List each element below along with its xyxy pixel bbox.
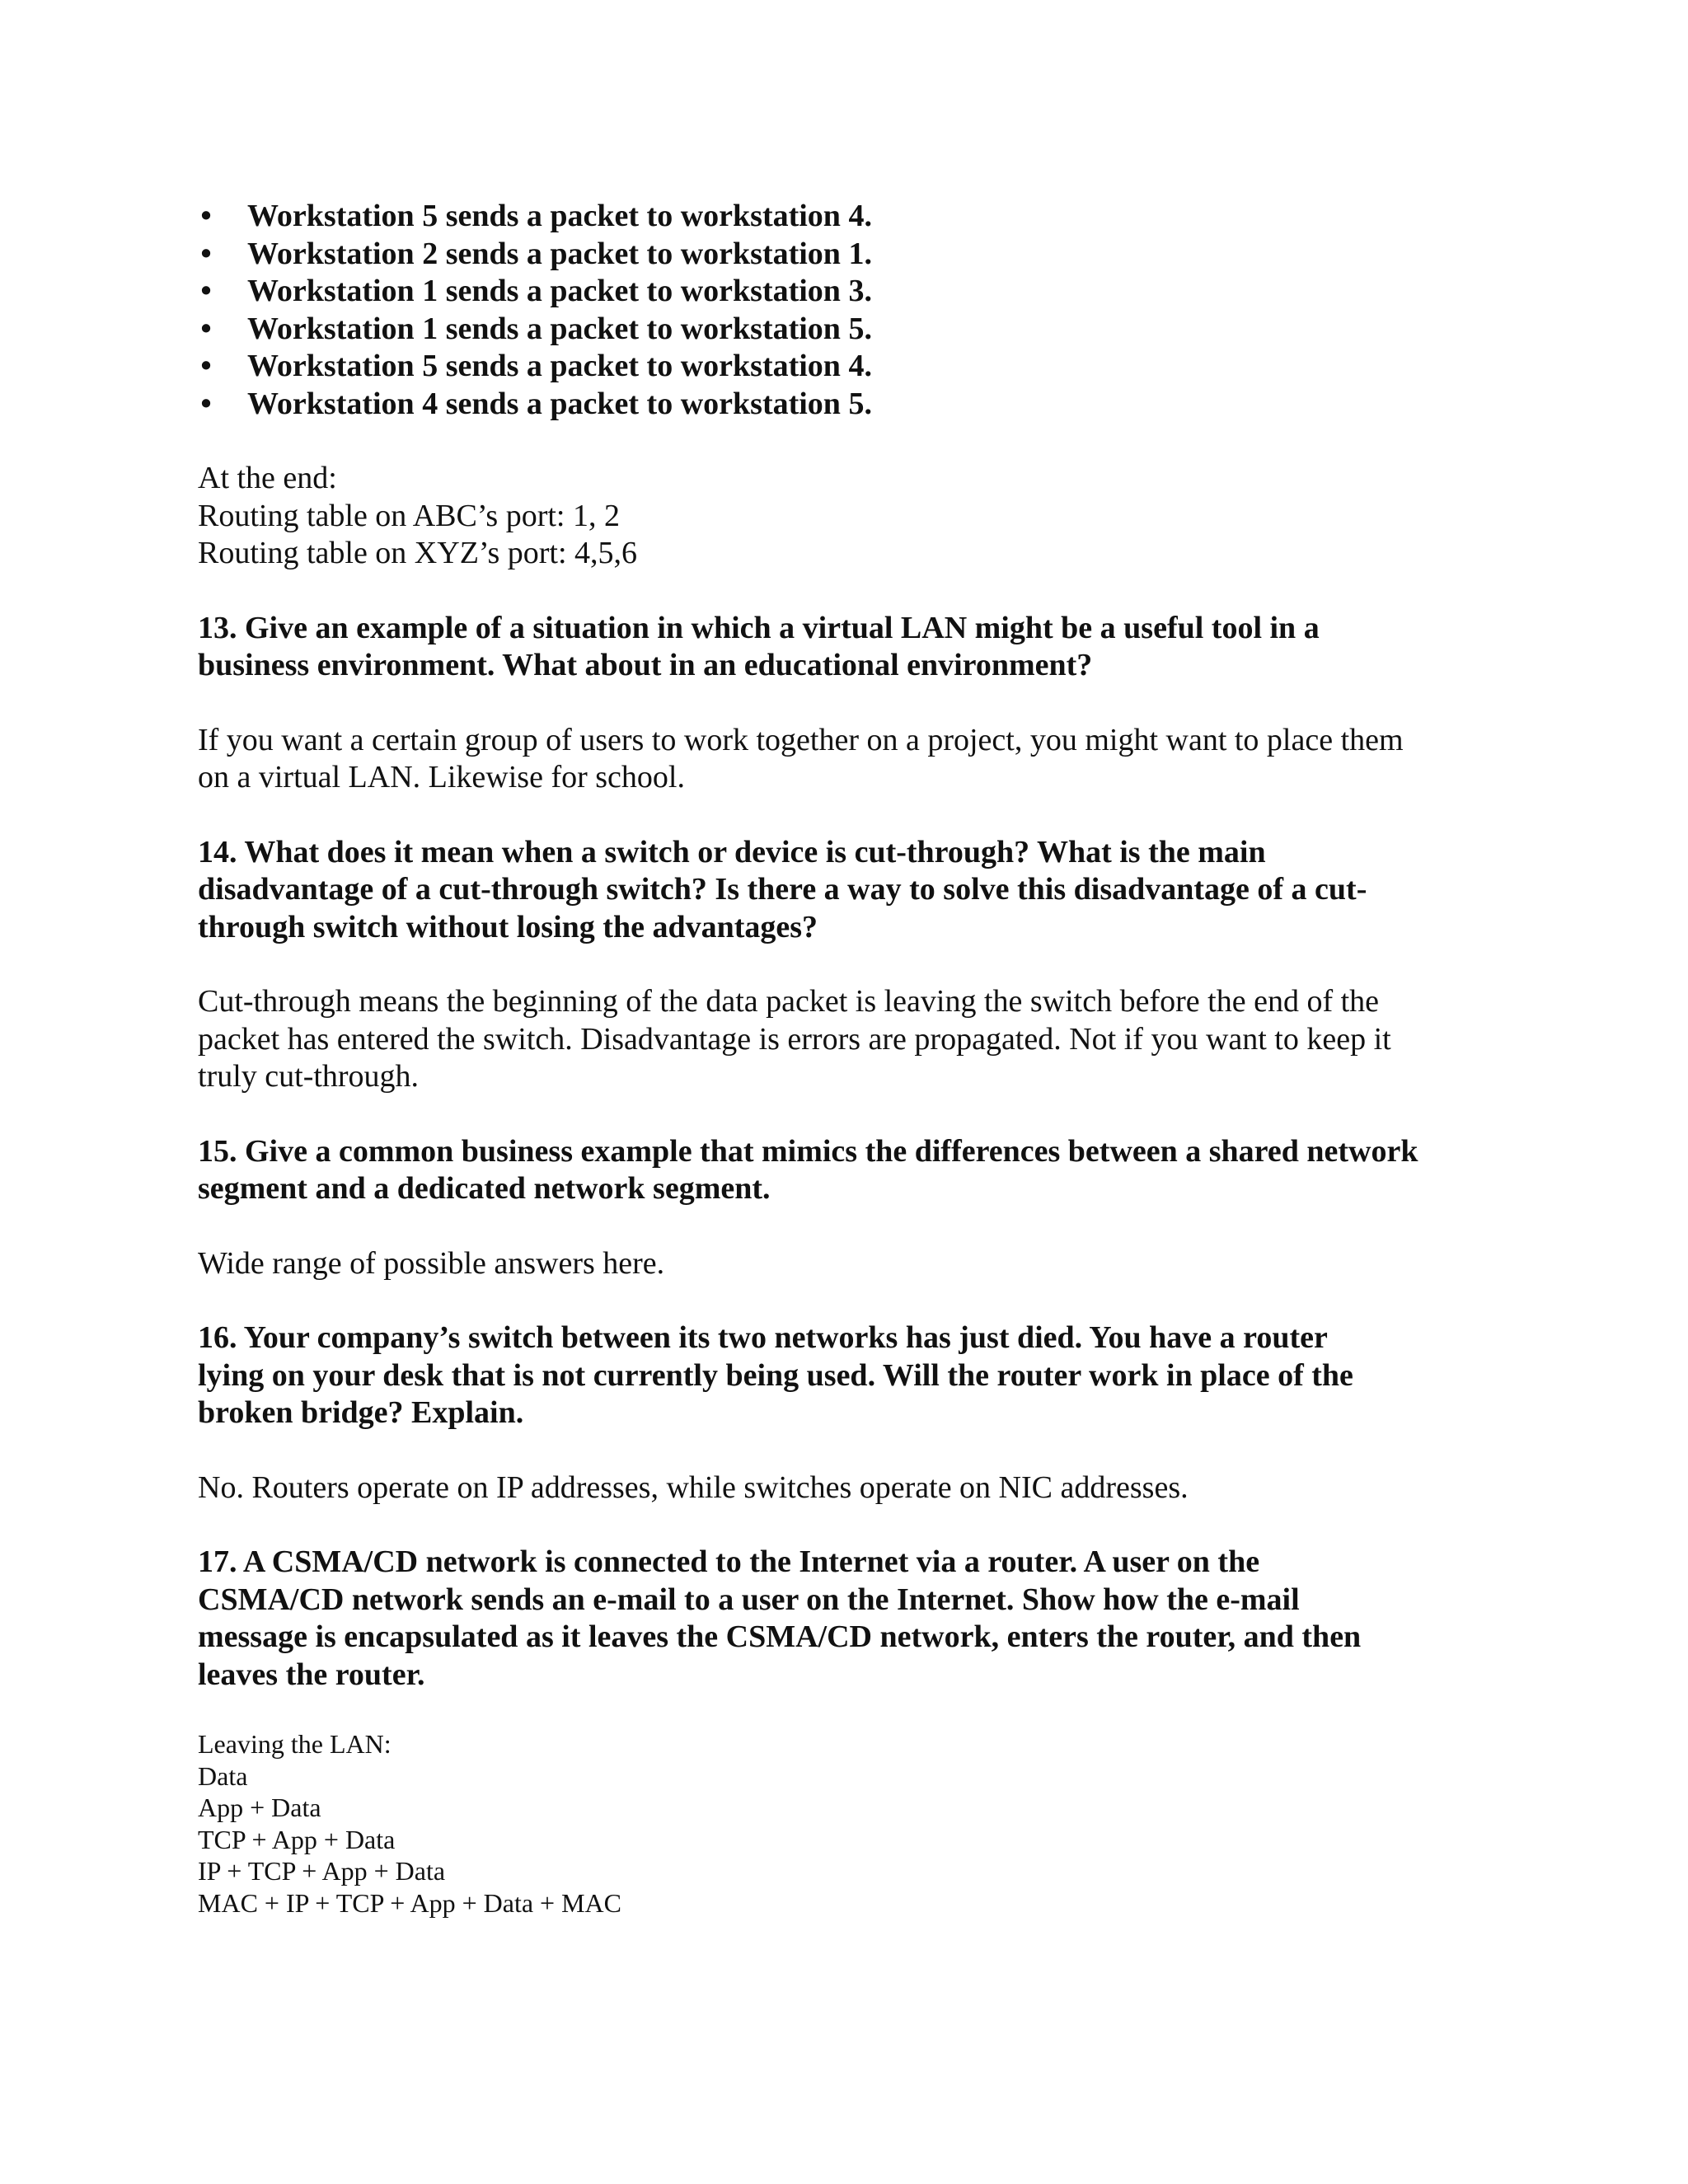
answer-15: Wide range of possible answers here. [198,1245,665,1281]
encapsulation-step: MAC + IP + TCP + App + Data + MAC [198,1887,621,1918]
answer-16: No. Routers operate on IP addresses, while switches operate on NIC addresses. [198,1469,1189,1505]
end-heading: At the end: [198,461,337,495]
question-15: 15. Give a common business example that mimics the differences between a shared network segment and a dedicated network segment. [198,1133,1418,1206]
question-16: 16. Your company’s switch between its two networks has just died. You have a router lying on your desk that is not currently being used. Will the router work in place of the broken bridge? Explain. [198,1320,1353,1430]
bullet-item: • Workstation 1 sends a packet to workstation 5. [198,311,1500,349]
bullet-icon: • [200,386,212,421]
bullet-item: • Workstation 4 sends a packet to workstation 5. [198,386,1500,424]
encapsulation-list [198,1728,1500,1919]
bullet-item: • Workstation 5 sends a packet to workstation 4. [198,198,1500,236]
question-14: 14. What does it mean when a switch or device is cut-through? What is the main disadvantage of a cut-through switch? Is there a way to solve this disadvantage of a cut- through switch without losing the advantages? [198,834,1367,944]
bullet-item: • Workstation 5 sends a packet to workstation 4. [198,348,1500,386]
encapsulation-step: TCP + App + Data [198,1824,396,1854]
question-17: 17. A CSMA/CD network is connected to the Internet via a router. A user on the CSMA/CD network sends an e-mail to a user on the Internet. Show how the e-mail message is encapsulated as it leaves the CSMA/CD network, enters the router, and then leaves the router. [198,1544,1362,1692]
document-page [198,198,1500,1919]
bullet-icon: • [200,199,212,233]
encapsulation-step: App + Data [198,1793,321,1822]
routing-table-xyz: Routing table on XYZ’s port: 4,5,6 [198,536,638,570]
bullet-icon: • [200,236,212,271]
question-13: 13. Give an example of a situation in which a virtual LAN might be a useful tool in a business environment. What about in an educational environment? [198,610,1320,682]
routing-table-abc: Routing table on ABC’s port: 1, 2 [198,498,620,533]
end-routing-block [198,460,1500,573]
bullet-item: • Workstation 2 sends a packet to workstation 1. [198,236,1500,274]
bullet-item: • Workstation 1 sends a packet to workstation 3. [198,273,1500,311]
bullet-icon: • [200,311,212,346]
workstation-bullet-list [198,198,1500,423]
encapsulation-step: IP + TCP + App + Data [198,1856,446,1886]
bullet-icon: • [200,274,212,308]
bullet-icon: • [200,349,212,383]
answer-14: Cut-through means the beginning of the data packet is leaving the switch before the end of the packet has entered the switch. Disadvantage is errors are propagated. Not if you want to keep it truly cut-through. [198,984,1391,1094]
encapsulation-step: Data [198,1760,248,1791]
encapsulation-heading: Leaving the LAN: [198,1729,392,1759]
answer-13: If you want a certain group of users to work together on a project, you might want to place them on a virtual LAN. Likewise for school. [198,722,1404,794]
